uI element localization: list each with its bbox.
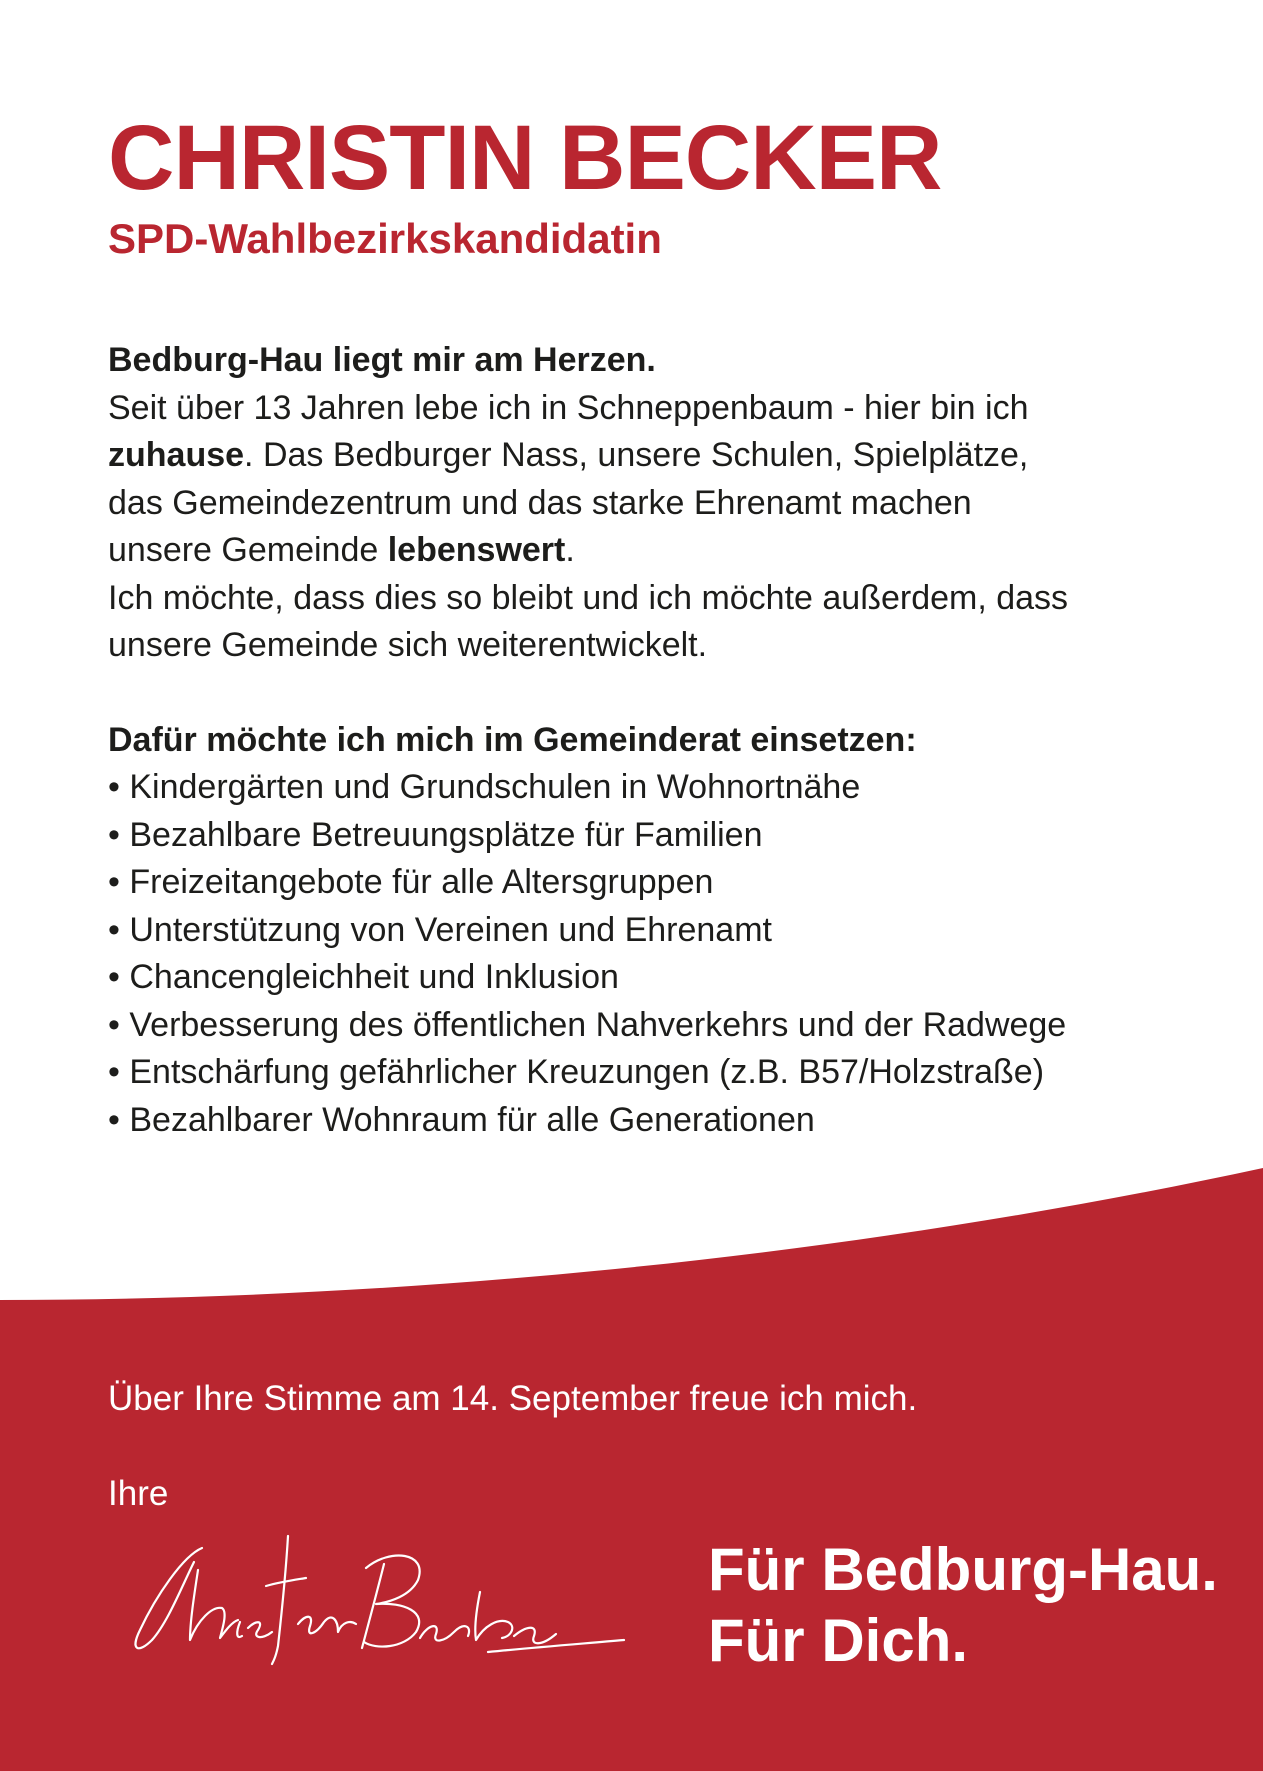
- intro-line-4-end: .: [565, 531, 575, 569]
- candidate-name: CHRISTIN BECKER: [108, 107, 942, 209]
- slogan-line-1: Für Bedburg-Hau.: [708, 1536, 1218, 1603]
- signature-icon: [128, 1526, 648, 1676]
- intro-line-1: Seit über 13 Jahren lebe ich in Schneppenbaum - hier bin ich: [108, 388, 1029, 427]
- goal-item: • Freizeitangebote für alle Altersgruppen: [108, 859, 1238, 907]
- thanks-text: Über Ihre Stimme am 14. September freue ich mich.: [108, 1379, 918, 1418]
- section-spacer: [108, 670, 1238, 717]
- intro-line-2-text: . Das Bedburger Nass, unsere Schulen, Spielplätze,: [244, 436, 1029, 474]
- flyer-body: [108, 337, 1238, 1144]
- intro-line-4-text: unsere Gemeinde: [108, 531, 388, 569]
- goal-item: • Bezahlbarer Wohnraum für alle Generationen: [108, 1097, 1238, 1145]
- goal-item: • Entschärfung gefährlicher Kreuzungen (z.B. B57/Holzstraße): [108, 1049, 1238, 1097]
- red-footer-band: [0, 1160, 1263, 1771]
- intro-line-4: [108, 527, 1238, 575]
- intro-line-2: [108, 432, 1238, 480]
- goal-item: • Bezahlbare Betreuungsplätze für Familien: [108, 812, 1238, 860]
- goal-item: • Verbesserung des öffentlichen Nahverkehrs und der Radwege: [108, 1002, 1238, 1050]
- goal-item: • Unterstützung von Vereinen und Ehrenamt: [108, 907, 1238, 955]
- goal-item: • Chancengleichheit und Inklusion: [108, 954, 1238, 1002]
- intro-emphasis-lebenswert: lebenswert: [387, 531, 566, 569]
- intro-heading: Bedburg-Hau liegt mir am Herzen.: [108, 341, 656, 379]
- curved-band-shape: [0, 1160, 1263, 1771]
- intro-line-3: das Gemeindezentrum und das starke Ehrenamt machen: [108, 483, 972, 522]
- intro-line-6: unsere Gemeinde sich weiterentwickelt.: [108, 626, 708, 664]
- slogan: [708, 1535, 1218, 1677]
- intro-line-5: Ich möchte, dass dies so bleibt und ich möchte außerdem, dass: [108, 578, 1069, 617]
- slogan-line-2: Für Dich.: [708, 1606, 969, 1674]
- goals-heading: [108, 717, 1238, 765]
- intro-emphasis-zuhause: zuhause: [108, 436, 245, 474]
- candidate-role: SPD-Wahlbezirkskandidatin: [108, 215, 662, 262]
- closing-text: Ihre: [108, 1474, 169, 1513]
- goals-list: [108, 764, 1238, 1144]
- goals-heading-text: Dafür möchte ich mich im Gemeinderat einsetzen:: [108, 720, 917, 759]
- intro-section: [108, 337, 1238, 670]
- goal-item: • Kindergärten und Grundschulen in Wohnortnähe: [108, 764, 1238, 812]
